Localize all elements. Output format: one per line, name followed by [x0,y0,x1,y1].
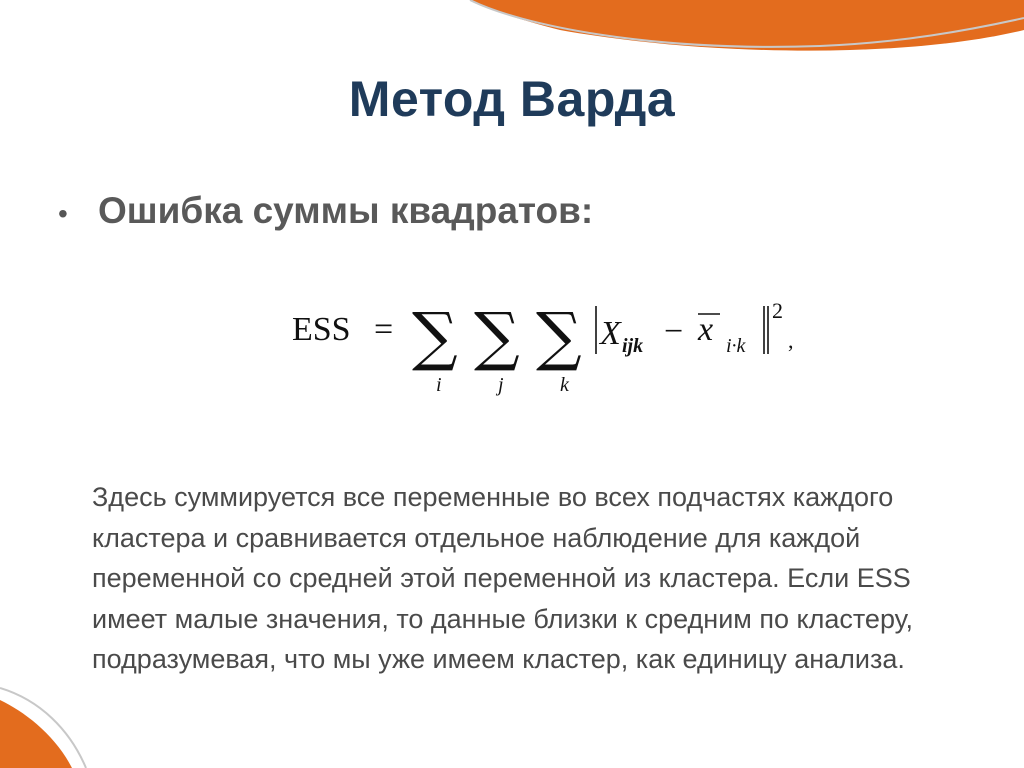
sum-index-j: j [498,374,504,396]
bullet-dot: • [58,198,68,229]
formula-trailing: , [788,328,794,353]
bottom-left-orange-swoosh [0,700,72,768]
term-x-subscript: ijk [622,335,644,357]
sum-sign-i: ∑ [412,300,458,374]
formula-equals: = [374,311,394,348]
sum-index-k: k [560,374,569,396]
formula-exponent: 2 [772,298,783,323]
sum-index-i: i [436,374,442,396]
term-x: X [600,315,621,352]
term-mean-subscript: i·k [726,335,746,357]
ess-formula [290,288,810,408]
explanation-paragraph: Здесь суммируется все переменные во всех подчастях каждого кластера и сравнивается отдельное наблюдение для каждой переменной со средней этой переменной из кластера. Если ESS имеет малые значения, то данные близки к средним по кластеру, подразумевая, что мы уже имеем кластер, как единицу анализа. [92,482,913,674]
bullet-text: Ошибка суммы квадратов: [98,190,594,231]
formula-minus: − [664,313,684,350]
sum-sign-k: ∑ [536,300,582,374]
formula-lhs: ESS [292,311,351,348]
sum-sign-j: ∑ [474,300,520,374]
term-mean-x: x [698,311,714,348]
bullet-item [58,190,593,232]
slide-title: Метод Варда [348,71,676,127]
